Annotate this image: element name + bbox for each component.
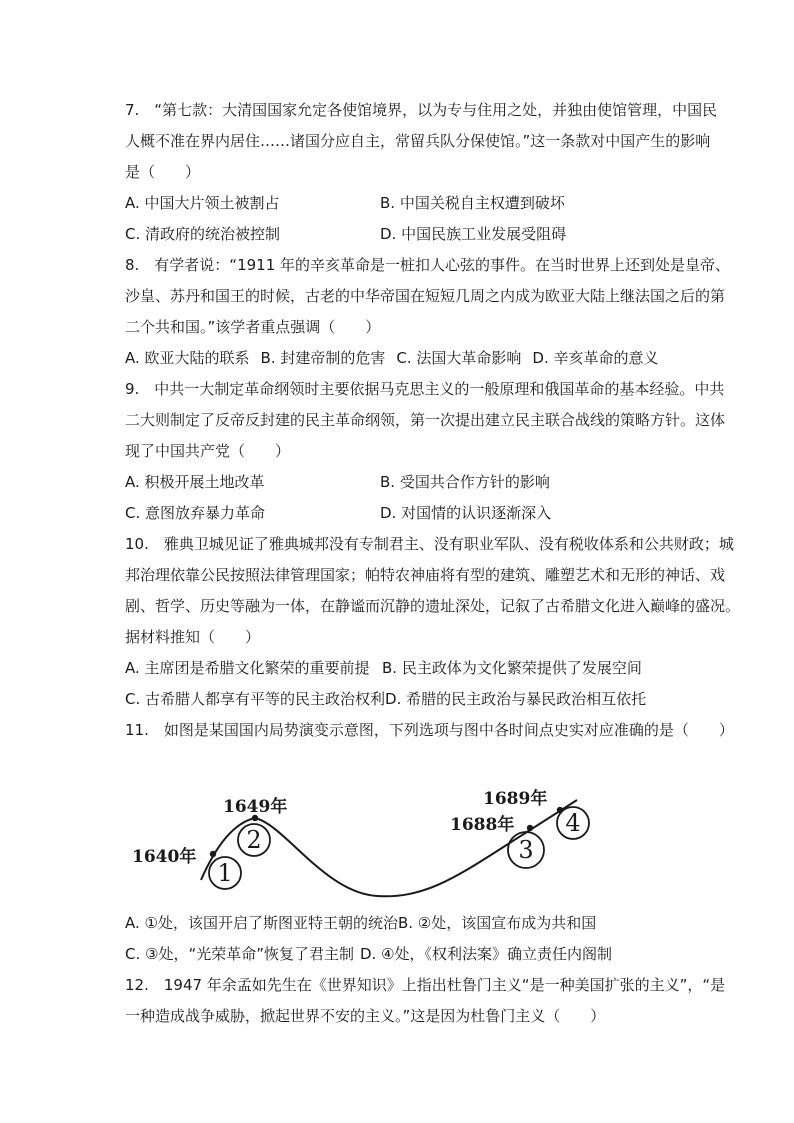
- question-11-diagram: [125, 746, 705, 908]
- question-11-options-ab: [125, 908, 705, 939]
- question-11-option-d: D. ④处，《权利法案》确立责任内阁制: [360, 945, 613, 963]
- year-label-1649: 1649年: [223, 797, 288, 817]
- question-10-option-b: B. 民主政体为文化繁荣提供了发展空间: [382, 659, 642, 677]
- question-11-option-c: C. ③处，“光荣革命”恢复了君主制: [125, 945, 355, 963]
- question-8-line-3: 二个共和国。”该学者重点强调（ ）: [125, 318, 381, 336]
- question-9-line-2: 二大则制定了反帝反封建的民主革命纲领，第一次提出建立民主联合战线的策略方针。这体: [125, 411, 726, 429]
- question-8: [125, 250, 731, 374]
- year-label-1688: 1688年: [450, 815, 515, 835]
- question-9-line-3: 现了中国共产党（ ）: [125, 442, 291, 460]
- question-10-options-cd: [125, 684, 705, 715]
- question-9-option-a: A. 积极开展土地改革: [125, 473, 265, 491]
- question-7-line-1: 7. “第七款：大清国国家允定各使馆境界，以为专与住用之处，并独由使馆管理，中国民: [125, 101, 718, 119]
- marker-digit-3: 3: [518, 836, 534, 864]
- question-10-line-4: 据材料推知（ ）: [125, 628, 261, 646]
- question-9-line-1: 9. 中共一大制定革命纲领时主要依据马克思主义的一般原理和俄国革命的基本经验。中共: [125, 380, 725, 398]
- marker-digit-2: 2: [246, 826, 262, 854]
- question-7-options-cd: [125, 219, 705, 250]
- question-10-option-c: C. 古希腊人都享有平等的民主政治权利: [125, 690, 386, 708]
- question-9-options-cd: [125, 498, 705, 529]
- question-11-option-b: B. ②处，该国宣布成为共和国: [397, 914, 597, 932]
- question-7-option-d: D. 中国民族工业发展受阻碍: [380, 225, 567, 243]
- marker-digit-1: 1: [217, 859, 233, 887]
- question-7: [125, 95, 718, 250]
- question-11-option-a: A. ①处，该国开启了斯图亚特王朝的统治: [125, 914, 398, 932]
- year-label-1689: 1689年: [483, 789, 548, 809]
- question-8-option-d: D. 辛亥革命的意义: [532, 349, 659, 367]
- question-10-option-a: A. 主席团是希腊文化繁荣的重要前提: [125, 659, 370, 677]
- question-7-option-a: A. 中国大片领土被割占: [125, 194, 280, 212]
- year-label-1640: 1640年: [132, 847, 197, 867]
- question-9-option-b: B. 受国共合作方针的影响: [380, 473, 550, 491]
- question-11-line-1: 11. 如图是某国国内局势演变示意图，下列选项与图中各时间点史实对应准确的是（ ）: [125, 721, 734, 739]
- question-9-option-d: D. 对国情的认识逐渐深入: [380, 504, 552, 522]
- marker-digit-4: 4: [565, 809, 581, 837]
- question-9-option-c: C. 意图放弃暴力革命: [125, 504, 266, 522]
- question-12: [125, 970, 726, 1032]
- question-8-line-2: 沙皇、苏丹和国王的时候，古老的中华帝国在短短几周之内成为欧亚大陆上继法国之后的第: [125, 287, 726, 305]
- situation-curve-diagram: [125, 783, 600, 908]
- exam-content: [125, 95, 741, 1032]
- question-8-options: [125, 343, 705, 374]
- question-11-options-cd: [125, 939, 705, 970]
- point-1640-dot: [210, 851, 216, 857]
- question-10-line-2: 邦治理依靠公民按照法律管理国家；帕特农神庙将有型的建筑、雕塑艺术和无形的神话、戏: [125, 566, 726, 584]
- question-10-line-1: 10. 雅典卫城见证了雅典城邦没有专制君主、没有职业军队、没有税收体系和公共财政；城: [125, 535, 734, 553]
- question-10-line-3: 剧、哲学、历史等融为一体，在静谧而沉静的遗址深处，记叙了古希腊文化进入巅峰的盛况。: [125, 597, 741, 615]
- question-8-option-b: B. 封建帝制的危害: [260, 349, 386, 367]
- question-11: [125, 715, 734, 970]
- question-8-option-a: A. 欧亚大陆的联系: [125, 349, 250, 367]
- question-8-line-1: 8. 有学者说：“1911 年的辛亥革命是一桩扣人心弦的事件。在当时世界上还到处是皇帝、: [125, 256, 731, 274]
- question-10-option-d: D. 希腊的民主政治与暴民政治相互依托: [385, 690, 647, 708]
- question-8-option-c: C. 法国大革命影响: [396, 349, 522, 367]
- question-9: [125, 374, 726, 529]
- point-1688-dot: [527, 825, 533, 831]
- question-7-options-ab: [125, 188, 705, 219]
- question-7-option-b: B. 中国关税自主权遭到破坏: [380, 194, 565, 212]
- question-10-options-ab: [125, 653, 705, 684]
- question-7-option-c: C. 清政府的统治被控制: [125, 225, 281, 243]
- question-9-options-ab: [125, 467, 705, 498]
- question-10: [125, 529, 741, 715]
- question-7-line-2: 人概不准在界内居住……诸国分应自主，常留兵队分保使馆。”这一条款对中国产生的影响: [125, 132, 711, 150]
- question-12-line-1: 12. 1947 年余孟如先生在《世界知识》上指出杜鲁门主义“是一种美国扩张的主义”，“是: [125, 976, 726, 994]
- question-12-line-2: 一种造成战争威胁，掀起世界不安的主义。”这是因为杜鲁门主义（ ）: [125, 1007, 606, 1025]
- question-7-line-3: 是（ ）: [125, 163, 201, 181]
